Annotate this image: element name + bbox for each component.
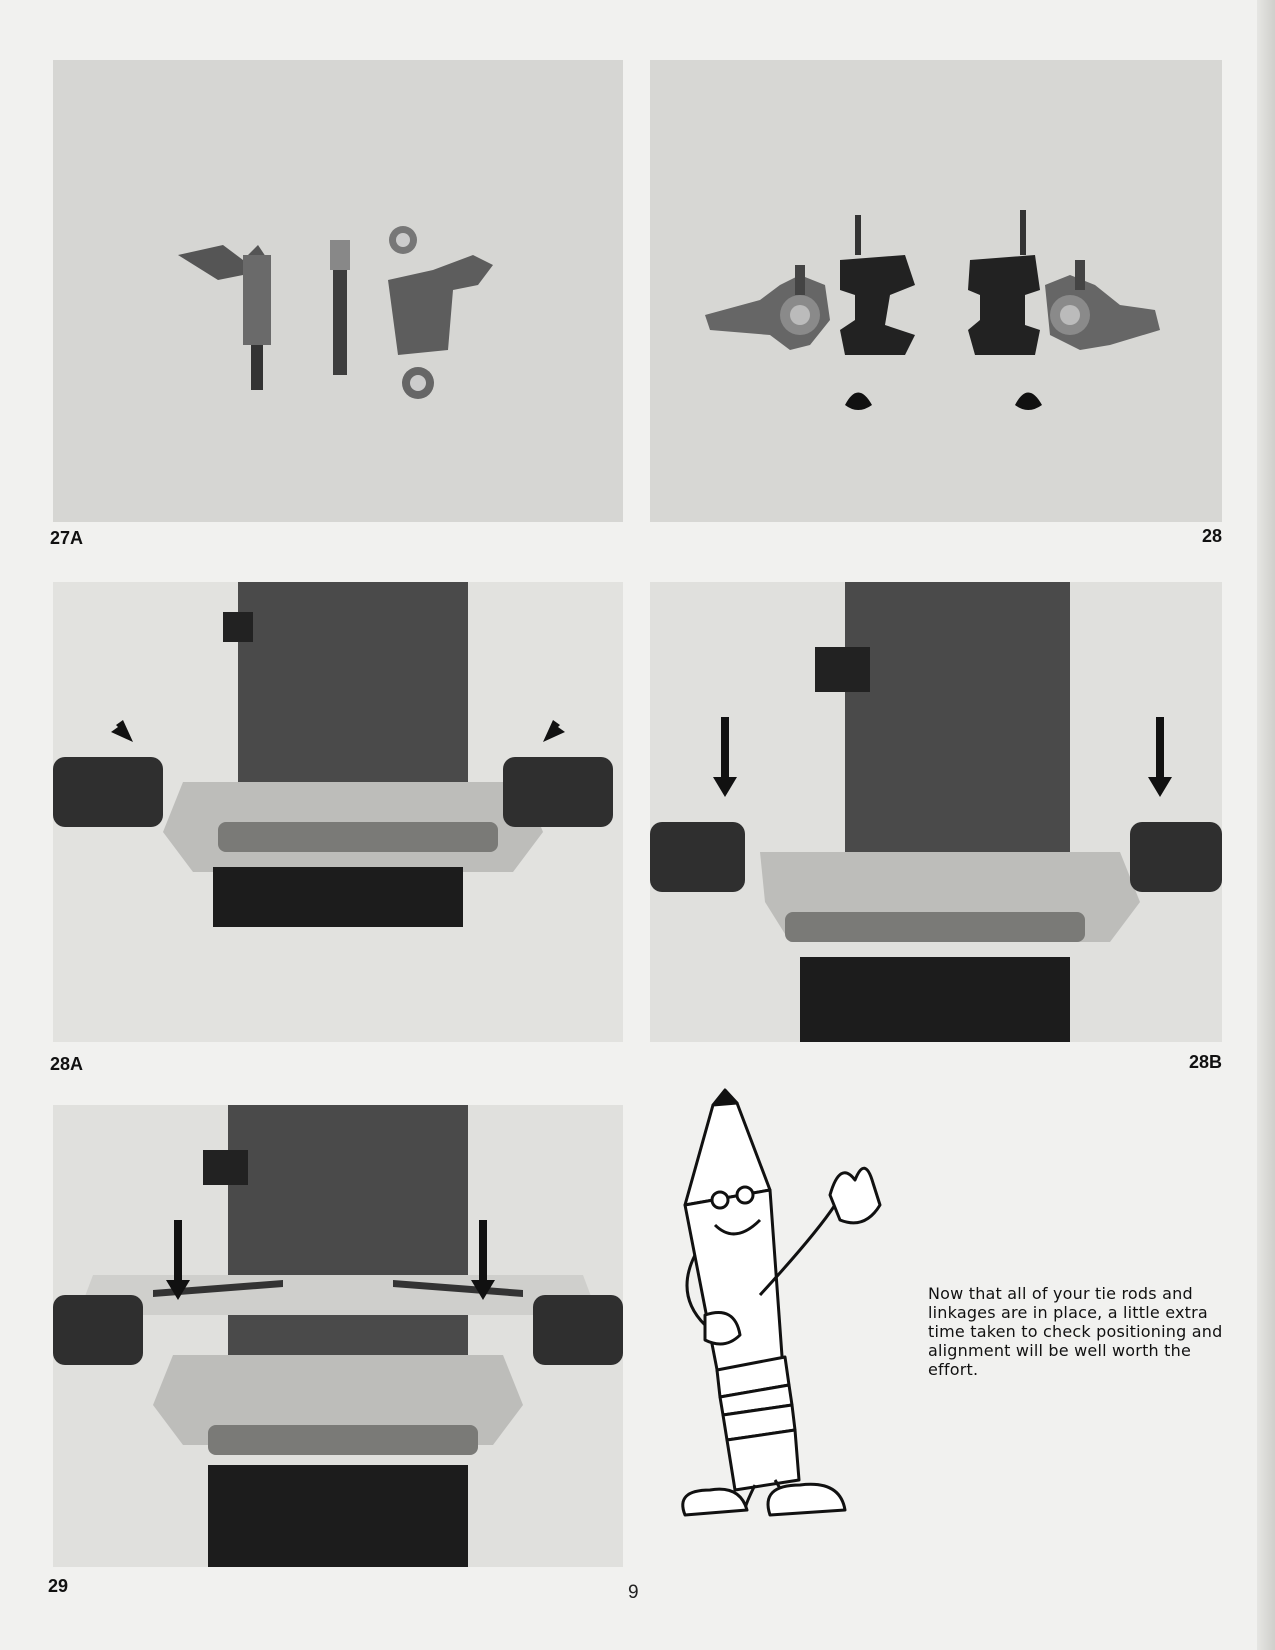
photo-27a-steering-blocks [53,60,623,522]
photo-28a-chassis-front [53,582,623,1042]
figure-label: 28 [1201,526,1222,546]
assembly-note-text: Now that all of your tie rods and linkages are in place, a little extra time taken to check positioning and alignment will be well worth the effort. [928,1284,1223,1379]
photo-28-steering-assembly [650,60,1222,522]
photo-29-tie-rods [53,1105,623,1567]
figure-label: 27A [50,528,84,548]
figure-label: 28A [50,1054,84,1074]
photo-28b-chassis-front [650,582,1222,1042]
page-edge [1257,0,1275,1650]
page-number: 9 [628,1582,639,1603]
figure-label: 28B [1188,1052,1222,1072]
pencil-mascot-illustration [665,1085,935,1525]
figure-label: 29 [48,1576,69,1596]
